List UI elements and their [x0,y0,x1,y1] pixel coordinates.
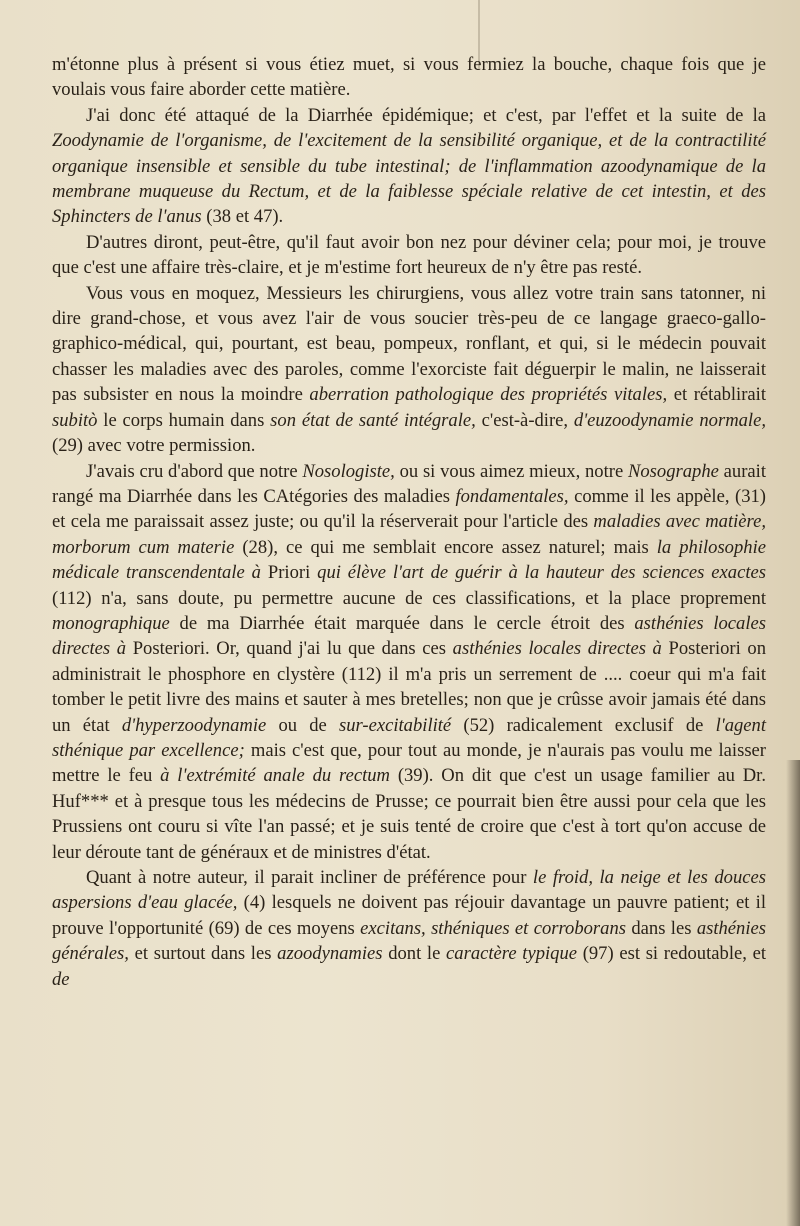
italic-span: aberration pathologique des propriétés vitales, [309,384,668,406]
italic-span: asthénies locales directes à [52,612,767,660]
text-span: J'avais cru d'abord que notre [86,460,303,482]
text-span: Quant à notre auteur, il parait incliner de préférence pour [86,867,533,888]
italic-span: qui élève l'art de guérir à la hauteur des sciences exactes [317,562,767,584]
text-span: ou de [266,714,339,736]
text-span: Posteriori. Or, quand j'ai lu que dans ces [126,638,453,660]
text-span: ou si vous aimez mieux, notre [394,460,628,482]
text-span: D'autres diront, peut-être, qu'il faut avoir bon nez pour déviner cela; pour moi, je trouve que c'est une affaire très-claire, et je m'estime fort heureux de n'y être pas resté. [52,231,766,279]
text-span: dont le [382,943,447,965]
paragraph [52,865,766,992]
italic-span: de [52,968,70,990]
italic-span: subitò [52,409,98,431]
italic-span: son état de santé intégrale, [270,409,476,431]
italic-span: Nosographe [627,460,719,482]
italic-span: le froid, la neige et les douces aspersions d'eau glacée, [52,867,766,914]
text-span: et rétablirait [667,384,766,406]
text-span: Priori [260,562,318,584]
italic-span: fondamentales, [455,485,569,507]
text-span: Vous vous en moquez, Messieurs les chirurgiens, vous allez votre train sans tatonner, ni dire grand-chose, et vous avez l'air de vous soucier très-peu de ce langage graeco-gallo-graphico-médical, qui, pourtant, est beau, pompeux, ronflant, et qui, si le médecin pouvait chasser les maladies avec des paroles, comme l'exorciste fait déguerpir le malin, ne laisserait pas subsister en nous la moindre [52,282,766,406]
text-span: aurait rangé ma Diarrhée dans les CAtégories des maladies [52,460,766,507]
italic-span: l'agent sthénique par excellence; [52,714,767,761]
paragraph [52,230,766,281]
text-span: J'ai donc été attaqué de la Diarrhée épidémique; et c'est, par l'effet et la suite de la [86,104,766,126]
italic-span: sur-excitabilité [339,714,452,736]
text-span: dans les [626,917,697,939]
italic-span: azoodynamies [277,943,383,965]
italic-span: asthénies locales directes à [452,638,662,660]
paragraph [52,459,766,866]
italic-span: excitans, sthéniques et corroborans [360,917,626,939]
italic-span: la philosophie médicale transcendentale à [52,536,766,584]
text-span: m'étonne plus à présent si vous étiez muet, si vous fermiez la bouche, chaque fois que je voulais vous faire aborder cette matière. [52,54,766,101]
italic-span: d'euzoodynamie normale, [573,409,766,431]
italic-span: caractère typique [446,943,578,965]
text-span: Posteriori on administrait le phosphore en clystère (112) il m'a pris un serrement de .... coeur qui m'a fait tomber le petit livre des mains et sauter à mes bretelles; non que je crûsse avoir jamais été dans un état [52,638,766,736]
italic-span: maladies avec matière, morborum cum materie [52,511,766,558]
paragraph [52,52,766,103]
binding-shadow [786,760,800,1226]
text-span: le corps humain dans [97,409,271,431]
text-span: (38 et 47). [201,206,284,228]
text-span: (97) est si redoutable, et [577,943,766,965]
text-span: (4) lesquels ne doivent pas réjouir davantage un pauvre patient; et il prouve l'opportunité (69) de ces moyens [52,892,766,939]
text-span: et surtout dans les [128,943,278,965]
italic-span: monographique [52,612,170,634]
body-text [52,52,766,992]
paragraph [52,281,766,459]
italic-span: Zoodynamie de l'organisme, de l'excitement de la sensibilité organique, et de la contractilité organique insensible et sensible du tube intestinal; de l'inflammation azoodynamique de la membrane muqueuse du Rectum, et de la faiblesse spéciale relative de cet intestin, et des Sphincters de l'anus [52,130,766,228]
text-span: (29) avec votre permission. [52,435,256,457]
italic-span: à l'extrémité anale du rectum [160,765,390,787]
text-span: (52) radicalement exclusif de [451,714,716,736]
text-span: c'est-à-dire, [475,409,574,431]
text-span: (39). On dit que c'est un usage familier au Dr. Huf*** et à presque tous les médecins de Prusse; ce pourrait bien être aussi pour cela que les Prussiens ont couru si vîte l'an passé; et je suis tenté de croire que c'est à tort qu'on accuse de leur déroute tant de généraux et de ministres d'état. [52,765,766,863]
italic-span: d'hyperzoodynamie [121,714,267,736]
italic-span: Nosologiste, [302,460,395,482]
text-span: comme il les appèle, (31) et cela me paraissait assez juste; ou qu'il la réserverait pour l'article des [52,485,766,533]
text-span: mais c'est que, pour tout au monde, je n'aurais pas voulu me laisser mettre le feu [52,739,766,787]
text-span: (112) n'a, sans doute, pu permettre aucune de ces classifications, et la place proprement [52,587,766,609]
text-span: de ma Diarrhée était marquée dans le cercle étroit des [169,612,635,634]
paragraph [52,103,766,230]
text-span: (28), ce qui me semblait encore assez naturel; mais [234,536,657,558]
italic-span: asthénies générales, [52,917,767,965]
